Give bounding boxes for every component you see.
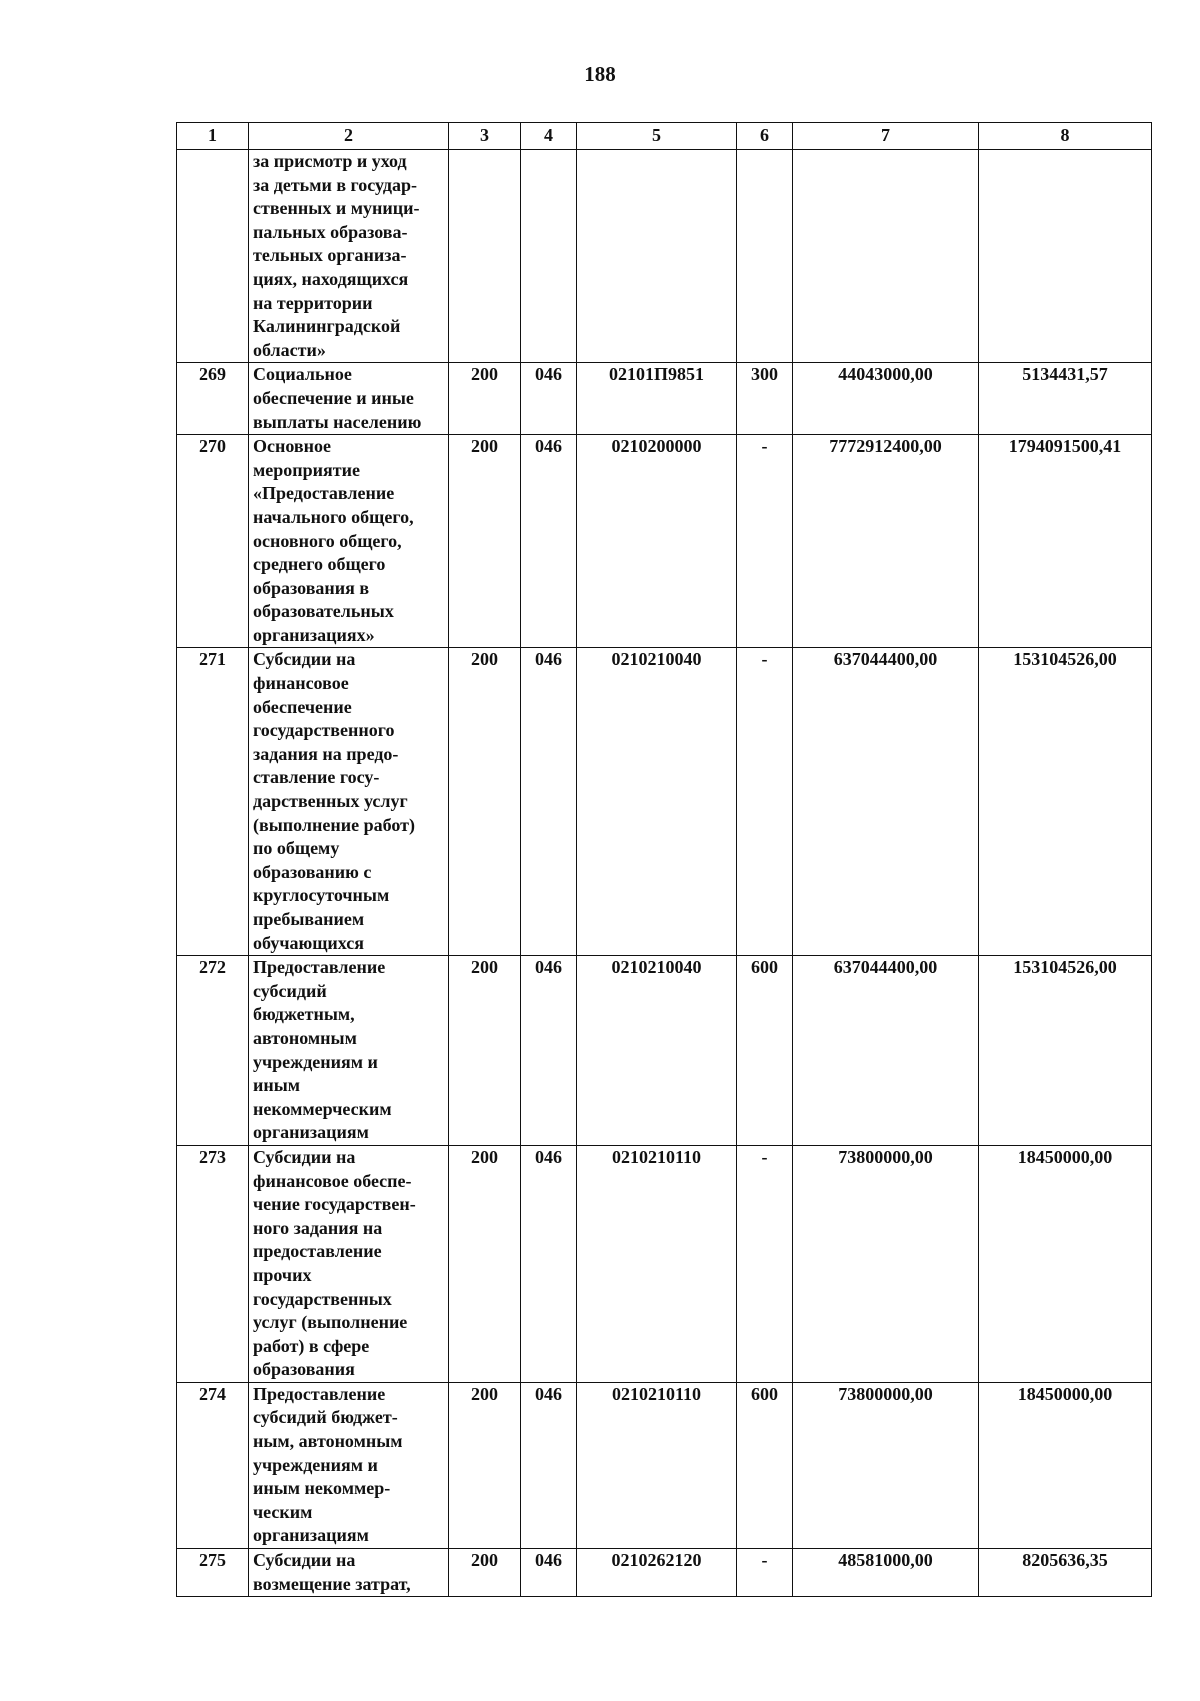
cell-col7: 73800000,00: [793, 1145, 979, 1382]
row-description: Предоставление субсидий бюджет- ным, автономным учреждениям и иным некоммер- ческим организациям: [249, 1382, 449, 1548]
row-number: 270: [177, 435, 249, 648]
row-description: Предоставление субсидий бюджетным, автономным учреждениям и иным некоммерческим организациям: [249, 956, 449, 1146]
cell-col5: 0210210040: [577, 956, 737, 1146]
table-row: [177, 1145, 1152, 1382]
cell-col6: -: [737, 1549, 793, 1597]
row-number: 274: [177, 1382, 249, 1548]
row-number: 271: [177, 648, 249, 956]
cell-col6: -: [737, 1145, 793, 1382]
page-number: 188: [584, 62, 616, 86]
cell-col3: 200: [449, 1382, 521, 1548]
row-number: [177, 150, 249, 363]
col-header: 1: [177, 123, 249, 150]
col-header: 6: [737, 123, 793, 150]
cell-col4: 046: [521, 363, 577, 435]
cell-col3: 200: [449, 648, 521, 956]
cell-col8: [979, 150, 1152, 363]
cell-col7: 44043000,00: [793, 363, 979, 435]
cell-col6: -: [737, 435, 793, 648]
cell-col4: [521, 150, 577, 363]
row-description: Основное мероприятие «Предоставление начального общего, основного общего, среднего общего образования в образовательных организациях»: [249, 435, 449, 648]
cell-col6: [737, 150, 793, 363]
cell-col8: 1794091500,41: [979, 435, 1152, 648]
cell-col5: 0210210110: [577, 1145, 737, 1382]
row-description: Субсидии на возмещение затрат,: [249, 1549, 449, 1597]
table-row: [177, 1382, 1152, 1548]
table-row: [177, 1549, 1152, 1597]
table-row: [177, 435, 1152, 648]
row-number: 275: [177, 1549, 249, 1597]
cell-col8: 5134431,57: [979, 363, 1152, 435]
cell-col4: 046: [521, 1549, 577, 1597]
row-number: 273: [177, 1145, 249, 1382]
col-header: 5: [577, 123, 737, 150]
col-header: 2: [249, 123, 449, 150]
cell-col7: [793, 150, 979, 363]
col-header: 8: [979, 123, 1152, 150]
cell-col7: 48581000,00: [793, 1549, 979, 1597]
cell-col8: 18450000,00: [979, 1382, 1152, 1548]
col-header: 3: [449, 123, 521, 150]
row-description: за присмотр и уход за детьми в государ- ственных и муници- пальных образова- тельных организа- циях, находящихся на территории Калининградской области»: [249, 150, 449, 363]
cell-col7: 637044400,00: [793, 648, 979, 956]
table-row: [177, 150, 1152, 363]
col-header: 4: [521, 123, 577, 150]
cell-col3: 200: [449, 363, 521, 435]
cell-col8: 8205636,35: [979, 1549, 1152, 1597]
cell-col5: 0210262120: [577, 1549, 737, 1597]
cell-col7: 637044400,00: [793, 956, 979, 1146]
row-description: Социальное обеспечение и иные выплаты населению: [249, 363, 449, 435]
cell-col3: 200: [449, 956, 521, 1146]
cell-col3: 200: [449, 1549, 521, 1597]
row-number: 269: [177, 363, 249, 435]
cell-col3: 200: [449, 435, 521, 648]
cell-col8: 18450000,00: [979, 1145, 1152, 1382]
cell-col5: 02101П9851: [577, 363, 737, 435]
table-row: [177, 363, 1152, 435]
cell-col6: 600: [737, 1382, 793, 1548]
cell-col4: 046: [521, 1145, 577, 1382]
cell-col5: 0210210040: [577, 648, 737, 956]
row-description: Субсидии на финансовое обеспечение государственного задания на предо- ставление госу- дарственных услуг (выполнение работ) по общему образованию с круглосуточным пребыванием обучающихся: [249, 648, 449, 956]
row-description: Субсидии на финансовое обеспе- чение государствен- ного задания на предоставление прочих государственных услуг (выполнение работ) в сфере образования: [249, 1145, 449, 1382]
cell-col4: 046: [521, 435, 577, 648]
header-row: [177, 123, 1152, 150]
budget-table: [176, 122, 1152, 1597]
cell-col4: 046: [521, 956, 577, 1146]
col-header: 7: [793, 123, 979, 150]
cell-col7: 7772912400,00: [793, 435, 979, 648]
cell-col3: [449, 150, 521, 363]
cell-col5: 0210200000: [577, 435, 737, 648]
table-row: [177, 956, 1152, 1146]
cell-col5: 0210210110: [577, 1382, 737, 1548]
cell-col6: 600: [737, 956, 793, 1146]
cell-col5: [577, 150, 737, 363]
cell-col8: 153104526,00: [979, 648, 1152, 956]
cell-col6: -: [737, 648, 793, 956]
cell-col4: 046: [521, 648, 577, 956]
row-number: 272: [177, 956, 249, 1146]
cell-col8: 153104526,00: [979, 956, 1152, 1146]
cell-col6: 300: [737, 363, 793, 435]
table-row: [177, 648, 1152, 956]
cell-col3: 200: [449, 1145, 521, 1382]
cell-col7: 73800000,00: [793, 1382, 979, 1548]
cell-col4: 046: [521, 1382, 577, 1548]
